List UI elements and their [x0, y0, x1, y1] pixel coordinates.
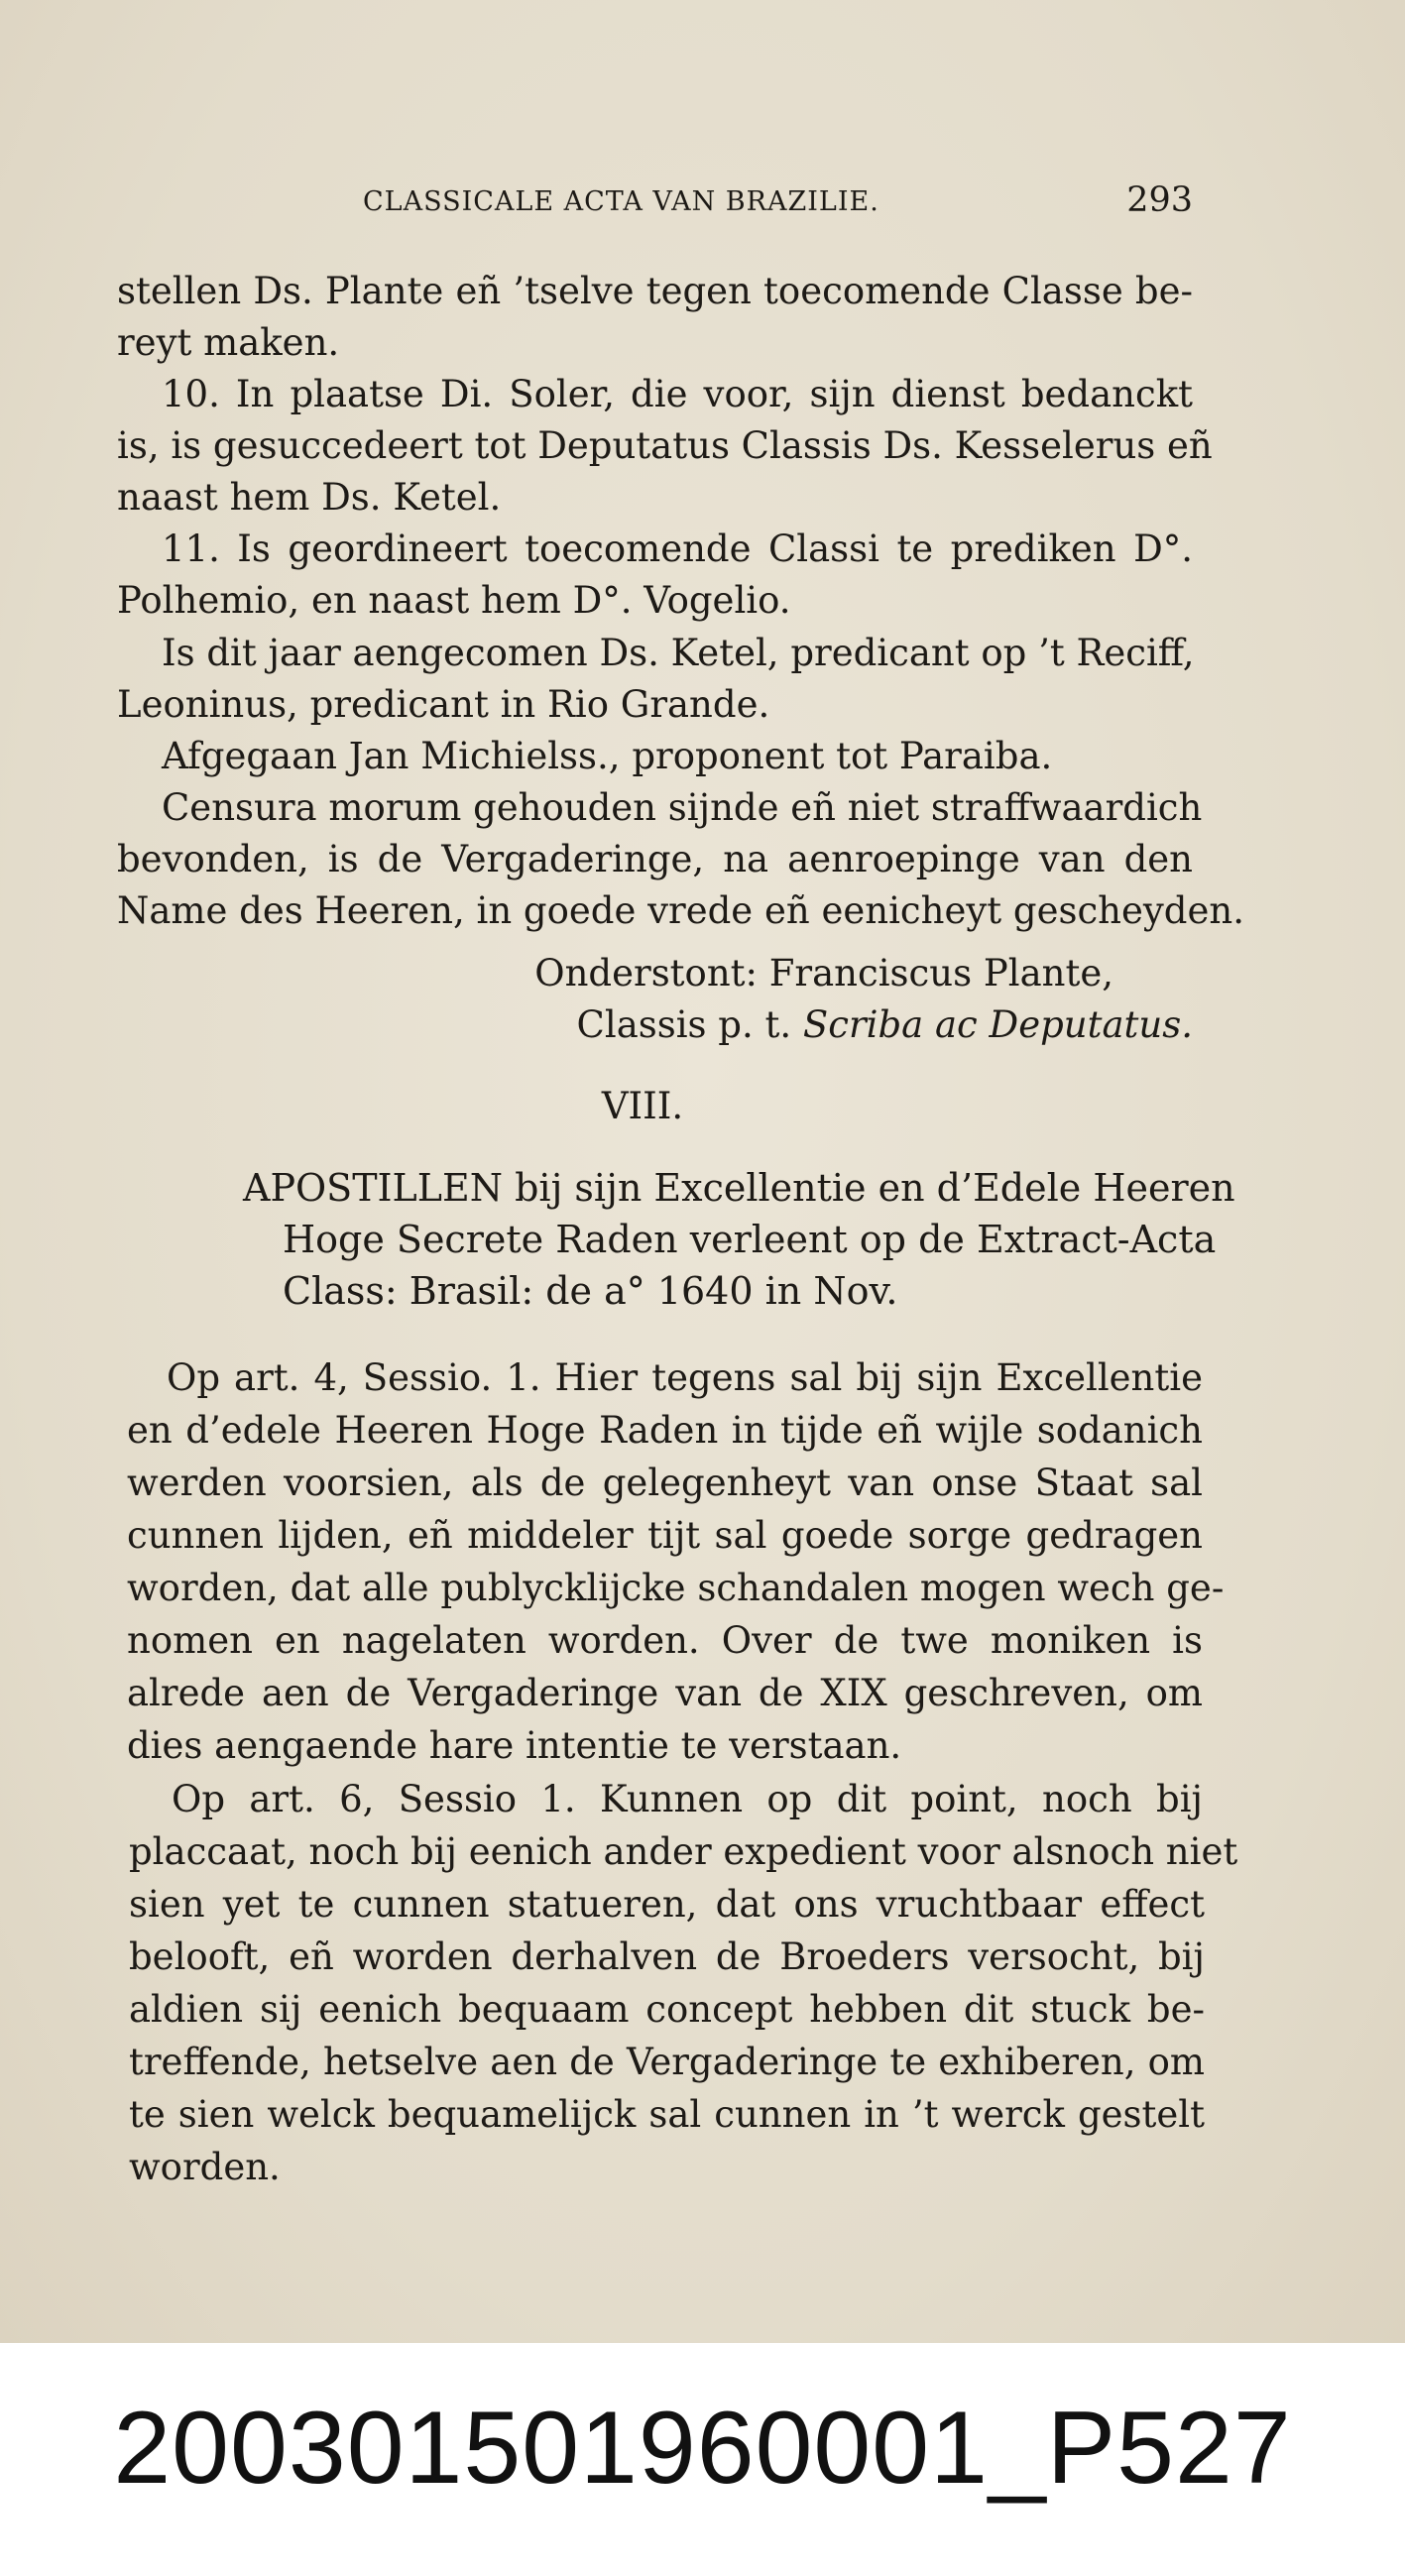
text-line: bevonden, is de Vergaderinge, na aenroepinge van den	[117, 838, 1193, 880]
page-header	[117, 180, 1193, 228]
text-line: nomen en nagelaten worden. Over de twe moniken is	[127, 1619, 1203, 1662]
heading-line: APOSTILLEN bij sijn Excellentie en d’Edele Heeren	[243, 1166, 1235, 1210]
page-number: 293	[1126, 180, 1193, 220]
signature-line: Onderstont: Franciscus Plante,	[534, 952, 1113, 995]
running-title: CLASSICALE ACTA VAN BRAZILIE.	[363, 186, 879, 217]
text-line: alrede aen de Vergaderinge van de XIX geschreven, om	[127, 1672, 1203, 1714]
text-line: is, is gesuccedeert tot Deputatus Classis Ds. Kesselerus eñ	[117, 424, 1213, 467]
heading-line: Class: Brasil: de a° 1640 in Nov.	[283, 1269, 898, 1313]
text-line: 11. Is geordineert toecomende Classi te prediken D°.	[162, 527, 1193, 570]
text-line: dies aengaende hare intentie te verstaan.	[127, 1724, 902, 1767]
signature-role-text: Classis p. t.	[576, 1003, 803, 1046]
heading-line: Hoge Secrete Raden verleent op de Extract-Acta	[283, 1218, 1217, 1261]
text-line: stellen Ds. Plante eñ ’tselve tegen toecomende Classe be-	[117, 270, 1193, 312]
text-line: Is dit jaar aengecomen Ds. Ketel, predicant op ’t Reciff,	[162, 632, 1195, 674]
text-line: Name des Heeren, in goede vrede eñ eenicheyt gescheyden.	[117, 889, 1244, 932]
text-line: Censura morum gehouden sijnde eñ niet straffwaardich	[162, 786, 1203, 829]
text-line: en d’edele Heeren Hoge Raden in tijde eñ wijle sodanich	[127, 1409, 1203, 1452]
text-line: aldien sij eenich bequaam concept hebben dit stuck be-	[129, 1988, 1205, 2031]
text-line: worden.	[129, 2146, 281, 2188]
text-line: worden, dat alle publycklijcke schandalen mogen wech ge-	[127, 1567, 1225, 1609]
signature-role-italic: Scriba ac Deputatus.	[802, 1003, 1193, 1046]
text-line: naast hem Ds. Ketel.	[117, 476, 502, 519]
text-line: placcaat, noch bij eenich ander expedient voor alsnoch niet	[129, 1830, 1238, 1873]
text-line: Afgegaan Jan Michielss., proponent tot Paraiba.	[162, 735, 1053, 777]
text-line: Polhemio, en naast hem D°. Vogelio.	[117, 579, 791, 622]
text-line: Leoninus, predicant in Rio Grande.	[117, 683, 770, 726]
text-line: sien yet te cunnen statueren, dat ons vruchtbaar effect	[129, 1883, 1205, 1926]
text-line: belooft, eñ worden derhalven de Broeders versocht, bij	[129, 1935, 1205, 1978]
section-number: VIII.	[601, 1085, 684, 1127]
signature-line	[117, 1003, 1193, 1046]
text-line: cunnen lijden, eñ middeler tijt sal goede sorge gedragen	[127, 1514, 1203, 1557]
text-line: Op art. 6, Sessio 1. Kunnen op dit point, noch bij	[172, 1778, 1203, 1820]
text-line: reyt maken.	[117, 321, 340, 364]
text-line: te sien welck bequamelijck sal cunnen in ’t werck gestelt	[129, 2093, 1205, 2136]
text-line: 10. In plaatse Di. Soler, die voor, sijn dienst bedanckt	[162, 373, 1193, 415]
text-line: treffende, hetselve aen de Vergaderinge te exhiberen, om	[129, 2041, 1205, 2083]
text-line: Op art. 4, Sessio. 1. Hier tegens sal bij sijn Excellentie	[167, 1356, 1203, 1399]
text-line: werden voorsien, als de gelegenheyt van onse Staat sal	[127, 1462, 1203, 1504]
accession-id: 20030150196000​1_P527	[113, 2391, 1292, 2506]
